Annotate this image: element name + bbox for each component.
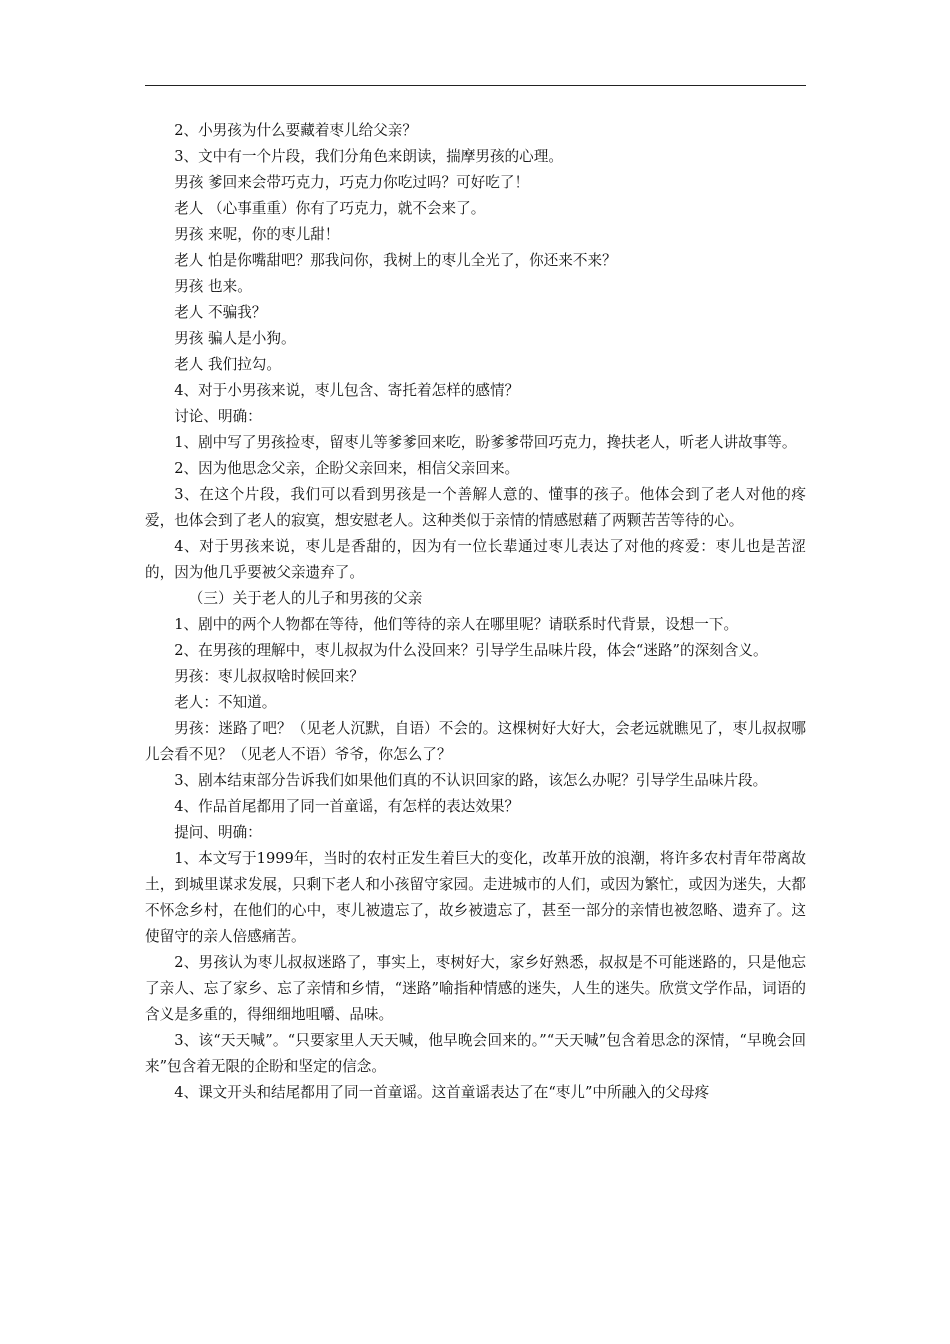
paragraph: 2、在男孩的理解中，枣儿叔叔为什么没回来？引导学生品味片段，体会“迷路”的深刻含义。 [174, 642, 768, 659]
paragraph: 4、对于小男孩来说，枣儿包含、寄托着怎样的感情？ [174, 382, 520, 399]
paragraph: 老人 （心事重重）你有了巧克力，就不会来了。 [174, 200, 486, 217]
paragraph: 男孩 爹回来会带巧克力，巧克力你吃过吗？可好吃了！ [174, 174, 530, 191]
paragraph: 男孩 来呢，你的枣儿甜！ [174, 226, 340, 243]
paragraph: 男孩：枣儿叔叔啥时候回来？ [174, 668, 364, 685]
paragraph: 3、该“天天喊”。“只要家里人天天喊，他早晚会回来的。”“天天喊”包含着思念的深情，“早晚会回来”包含着无限的企盼和坚定的信念。 [145, 1032, 806, 1075]
document-body [145, 118, 806, 1106]
paragraph: 2、男孩认为枣儿叔叔迷路了，事实上，枣树好大，家乡好熟悉，叔叔是不可能迷路的，只是他忘了亲人、忘了家乡、忘了亲情和乡情，“迷路”喻指种情感的迷失，人生的迷失。欣赏文学作品，词语的含义是多重的，得细细地咀嚼、品味。 [145, 954, 806, 1023]
paragraph: 4、作品首尾都用了同一首童谣，有怎样的表达效果？ [174, 798, 520, 815]
paragraph: 男孩 骗人是小狗。 [174, 330, 296, 347]
paragraph: 1、本文写于1999年，当时的农村正发生着巨大的变化，改革开放的浪潮，将许多农村青年带离故土，到城里谋求发展，只剩下老人和小孩留守家园。走进城市的人们，或因为繁忙，或因为迷失，大都不怀念乡村，在他们的心中，枣儿被遗忘了，故乡被遗忘了，甚至一部分的亲情也被忽略、遗弃了。这使留守的亲人倍感痛苦。 [145, 850, 806, 945]
paragraph: 2、小男孩为什么要藏着枣儿给父亲？ [174, 122, 417, 139]
paragraph: 3、在这个片段，我们可以看到男孩是一个善解人意的、懂事的孩子。他体会到了老人对他的疼爱，也体会到了老人的寂寞，想安慰老人。这种类似于亲情的情感慰藉了两颗苦苦等待的心。 [145, 486, 806, 529]
paragraph: 男孩：迷路了吧？（见老人沉默，自语）不会的。这棵树好大好大，会老远就瞧见了，枣儿叔叔哪儿会看不见？（见老人不语）爷爷，你怎么了？ [145, 720, 806, 763]
header-rule [145, 85, 806, 86]
paragraph: 讨论、明确： [174, 408, 262, 425]
paragraph: 提问、明确： [174, 824, 262, 841]
paragraph: 男孩 也来。 [174, 278, 252, 295]
paragraph: 老人 不骗我？ [174, 304, 267, 321]
paragraph: 1、剧中的两个人物都在等待，他们等待的亲人在哪里呢？请联系时代背景，设想一下。 [174, 616, 739, 633]
paragraph: 老人：不知道。 [174, 694, 277, 711]
paragraph: 4、课文开头和结尾都用了同一首童谣。这首童谣表达了在“枣儿”中所融入的父母疼 [174, 1084, 710, 1101]
paragraph: 3、文中有一个片段，我们分角色来朗读，揣摩男孩的心理。 [174, 148, 563, 165]
paragraph: 1、剧中写了男孩捡枣，留枣儿等爹爹回来吃，盼爹爹带回巧克力，搀扶老人，听老人讲故事等。 [174, 434, 797, 451]
paragraph: 2、因为他思念父亲，企盼父亲回来，相信父亲回来。 [174, 460, 520, 477]
paragraph: （三）关于老人的儿子和男孩的父亲 [188, 590, 423, 607]
paragraph: 老人 怕是你嘴甜吧？那我问你，我树上的枣儿全光了，你还来不来？ [174, 252, 617, 269]
paragraph: 3、剧本结束部分告诉我们如果他们真的不认识回家的路，该怎么办呢？引导学生品味片段。 [174, 772, 768, 789]
paragraph: 老人 我们拉勾。 [174, 356, 281, 373]
paragraph: 4、对于男孩来说，枣儿是香甜的，因为有一位长辈通过枣儿表达了对他的疼爱：枣儿也是苦涩的，因为他几乎要被父亲遗弃了。 [145, 538, 806, 581]
